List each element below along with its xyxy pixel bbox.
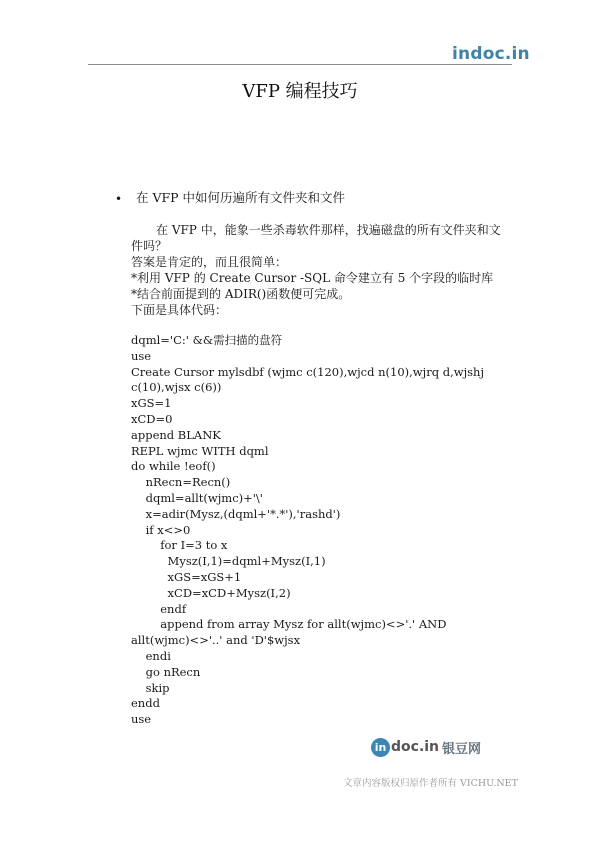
code-line: go nRecn xyxy=(131,664,201,679)
code-line: use xyxy=(131,712,152,727)
footer-logo xyxy=(371,736,511,758)
footer-logo-badge: in xyxy=(371,738,390,757)
footer-logo-cn: 银豆网 xyxy=(442,741,482,757)
intro-line: *结合前面提到的 ADIR()函数便可完成。 xyxy=(131,287,351,301)
code-line: nRecn=Recn() xyxy=(131,475,231,490)
code-line: c(10),wjsx c(6)) xyxy=(131,380,222,395)
code-line: endd xyxy=(131,696,160,711)
code-line: xCD=0 xyxy=(131,411,173,426)
code-line: do while !eof() xyxy=(131,459,216,474)
code-line: x=adir(Mysz,(dqml+'*.*'),'rashd') xyxy=(131,506,341,521)
copyright-note: 文章内容版权归原作者所有 VICHU.NET xyxy=(343,778,518,789)
code-line: xCD=xCD+Mysz(I,2) xyxy=(131,585,291,600)
intro-line: 下面是具体代码： xyxy=(131,303,228,317)
code-line: Create Cursor mylsdbf (wjmc c(120),wjcd n(10),wjrq d,wjshj xyxy=(131,364,485,379)
code-line: append from array Mysz for allt(wjmc)<>'.' AND xyxy=(131,617,447,632)
code-line: xGS=1 xyxy=(131,396,172,411)
code-line: xGS=xGS+1 xyxy=(131,569,242,584)
footer-logo-text: doc.in xyxy=(391,739,440,755)
intro-paragraph xyxy=(131,222,509,318)
intro-line: *利用 VFP 的 Create Cursor -SQL 命令建立有 5 个字段的临时库 xyxy=(131,271,494,285)
code-block xyxy=(131,333,511,728)
code-line: allt(wjmc)<>'..' and 'D'$wjsx xyxy=(131,633,301,648)
code-line: use xyxy=(131,348,152,363)
code-line: append BLANK xyxy=(131,427,221,442)
code-line: REPL wjmc WITH dqml xyxy=(131,443,269,458)
section-heading: 在 VFP 中如何历遍所有文件夹和文件 xyxy=(136,190,346,205)
code-line: endi xyxy=(131,648,171,663)
page-title: VFP 编程技巧 xyxy=(242,81,358,102)
intro-line: 在 VFP 中，能象一些杀毒软件那样，找遍磁盘的所有文件夹和文 xyxy=(156,223,501,237)
intro-line: 答案是肯定的，而且很简单： xyxy=(131,255,288,269)
code-line: skip xyxy=(131,680,170,695)
code-line: dqml='C:' &&需扫描的盘符 xyxy=(131,333,283,347)
code-line: for I=3 to x xyxy=(131,538,228,553)
code-line: dqml=allt(wjmc)+'\' xyxy=(131,490,263,505)
header-divider xyxy=(88,64,512,65)
intro-line: 件吗？ xyxy=(131,239,168,253)
header-logo: indoc.in xyxy=(452,44,530,64)
bullet-icon: • xyxy=(115,192,123,206)
code-line: Mysz(I,1)=dqml+Mysz(I,1) xyxy=(131,554,326,569)
code-line: if x<>0 xyxy=(131,522,191,537)
code-line: endf xyxy=(131,601,187,616)
